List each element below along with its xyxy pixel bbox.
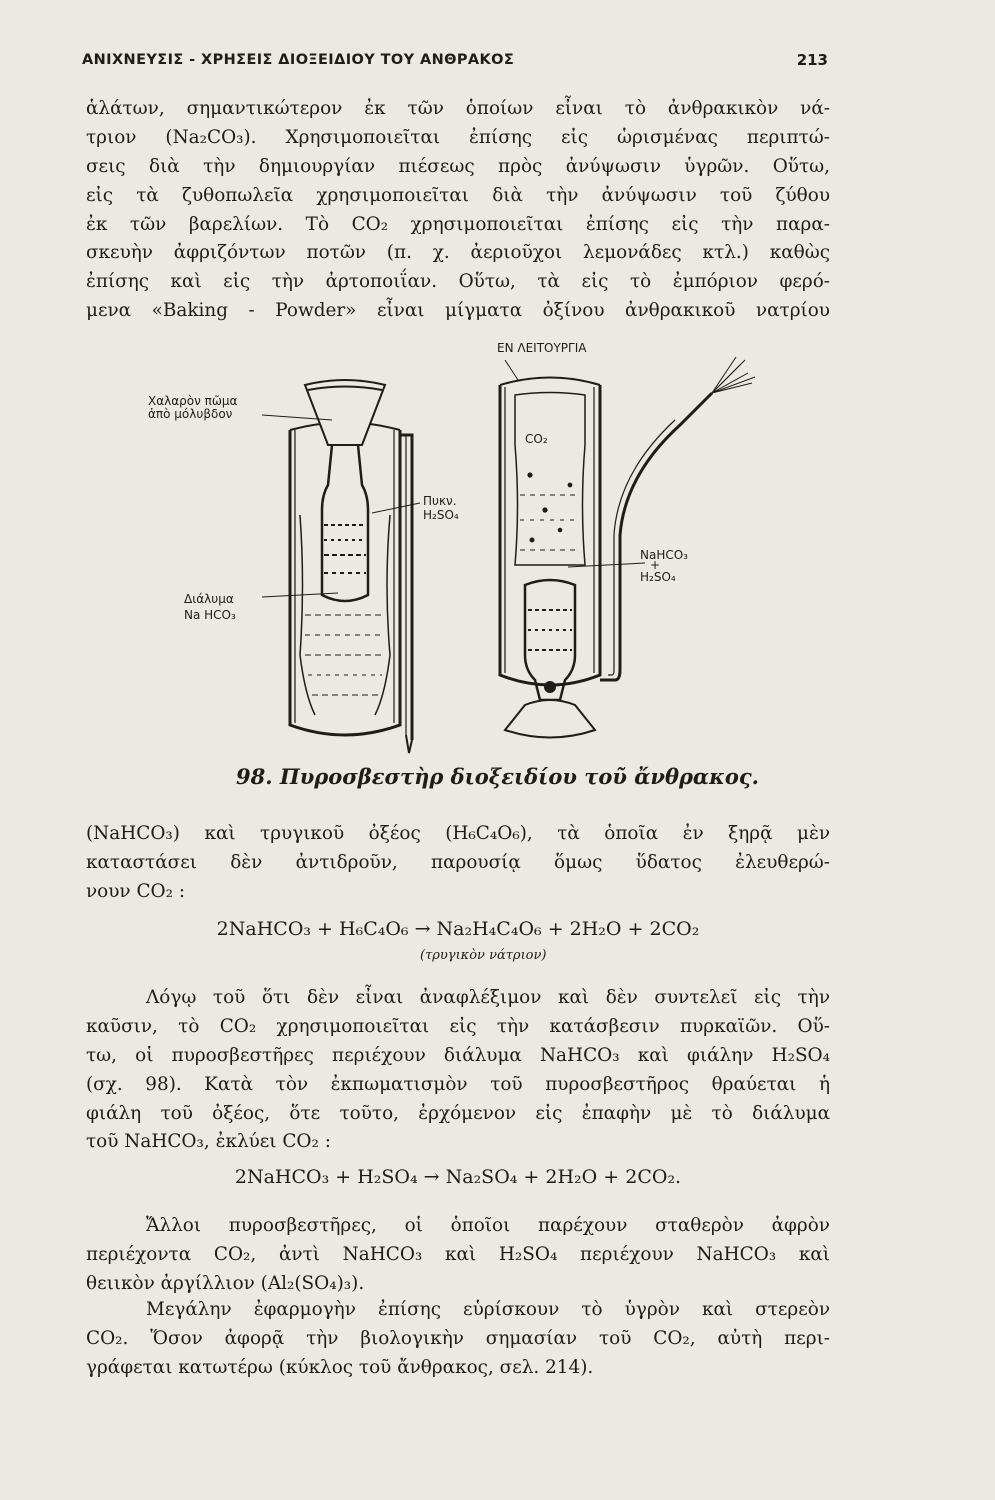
- text-line: θειικὸν ἀργίλλιον (Al₂(SO₄)₃).: [86, 1272, 365, 1294]
- text-line: Ἄλλοι πυροσβεστῆρες, οἱ ὁποῖοι παρέχουν σταθερὸν ἀφρὸν: [146, 1215, 830, 1236]
- text-line: (σχ. 98). Κατὰ τὸν ἐκπωματισμὸν τοῦ πυροσβεστῆρος θραύεται ἡ: [86, 1073, 830, 1095]
- text-line: εἰς τὰ ζυθοπωλεῖα χρησιμοποιεῖται διὰ τὴν ἀνύψωσιν τοῦ ζύθου: [86, 184, 830, 206]
- text-line: ἐπίσης καὶ εἰς τὴν ἀρτοποιΐαν. Οὕτω, τὰ εἰς τὸ ἐμπόριον φερό-: [86, 271, 830, 293]
- extinguisher-in-operation: [500, 357, 755, 738]
- label-mix-plus: +: [650, 558, 661, 572]
- chapter-title: ΑΝΙΧΝΕΥΣΙΣ - ΧΡΗΣΕΙΣ ΔΙΟΞΕΙΔΙΟΥ ΤΟΥ ΑΝΘΡΑΚΟΣ: [82, 52, 515, 68]
- text-line: σκευὴν ἀφριζόντων ποτῶν (π. χ. ἀεριοῦχοι λεμονάδες κτλ.) καθὼς: [86, 242, 830, 264]
- text-line: τω, οἱ πυροσβεστῆρες περιέχουν διάλυμα NaHCO₃ καὶ φιάλην H₂SO₄: [86, 1044, 830, 1066]
- page-number: 213: [796, 51, 828, 69]
- label-in-operation: ΕΝ ΛΕΙΤΟΥΡΓΙΑ: [497, 341, 587, 355]
- extinguisher-at-rest: [262, 380, 420, 753]
- text-line: τοῦ NaHCO₃, ἐκλύει CO₂ :: [86, 1131, 331, 1153]
- text-line: Λόγῳ τοῦ ὅτι δὲν εἶναι ἀναφλέξιμον καὶ δὲν συντελεῖ εἰς τὴν: [146, 987, 830, 1008]
- label-lead-cap: Χαλαρὸν πῶμα: [148, 394, 238, 408]
- text-line: ἁλάτων, σημαντικώτερον ἐκ τῶν ὁποίων εἶναι τὸ ἀνθρακικὸν νά-: [86, 98, 830, 119]
- label-solution-2: Na HCO₃: [184, 608, 236, 622]
- paragraph-intro: [86, 95, 830, 326]
- paragraph-foam: [86, 1212, 830, 1299]
- running-head: [82, 47, 828, 73]
- text-line: περιέχοντα CO₂, ἀντὶ NaHCO₃ καὶ H₂SO₄ περιέχουν NaHCO₃ καὶ: [86, 1243, 830, 1265]
- text-line: καταστάσει δὲν ἀντιδροῦν, παρουσίᾳ ὅμως ὕδατος ἐλευθερώ-: [86, 851, 830, 873]
- paragraph-extinguisher: [86, 984, 830, 1157]
- extinguisher-illustration: [100, 335, 800, 760]
- text-line: καῦσιν, τὸ CO₂ χρησιμοποιεῖται εἰς τὴν κατάσβεσιν πυρκαϊῶν. Οὕ-: [86, 1015, 830, 1037]
- text-line: τριον (Na₂CO₃). Χρησιμοποιεῖται ἐπίσης εἰς ὡρισμένας περιπτώ-: [86, 126, 830, 148]
- equation-sulfuric: 2NaHCO₃ + H₂SO₄ → Na₂SO₄ + 2H₂O + 2CO₂.: [234, 1166, 682, 1188]
- text-line: μενα «Baking - Powder» εἶναι μίγματα ὀξίνου ἀνθρακικοῦ νατρίου: [86, 300, 830, 322]
- label-co2: CO₂: [525, 432, 548, 446]
- text-line: φιάλη τοῦ ὀξέος, ὅτε τοῦτο, ἐρχόμενον εἰς ἐπαφὴν μὲ τὸ διάλυμα: [86, 1102, 830, 1124]
- label-solution: Διάλυμα: [184, 592, 234, 606]
- text-line: σεις διὰ τὴν δημιουργίαν πιέσεως πρὸς ἀνύψωσιν ὑγρῶν. Οὕτω,: [86, 155, 830, 177]
- equation-note: (τρυγικὸν νάτριον): [420, 948, 547, 963]
- label-mix-2: H₂SO₄: [640, 570, 676, 584]
- figure-fire-extinguisher: [100, 335, 800, 760]
- label-acid: Πυκν.: [423, 494, 457, 508]
- text-line: (NaHCO₃) καὶ τρυγικοῦ ὀξέος (H₆C₄O₆), τὰ ὁποῖα ἐν ξηρᾷ μὲν: [86, 823, 830, 844]
- paragraph-baking-powder: [86, 820, 830, 907]
- text-line: ἐκ τῶν βαρελίων. Τὸ CO₂ χρησιμοποιεῖται ἐπίσης εἰς τὴν παρα-: [86, 213, 830, 235]
- label-lead-cap-2: ἀπὸ μόλυβδον: [148, 407, 233, 421]
- label-mix: NaHCO₃: [640, 548, 688, 562]
- text-line: Μεγάλην ἐφαρμογὴν ἐπίσης εὑρίσκουν τὸ ὑγρὸν καὶ στερεὸν: [146, 1299, 830, 1320]
- text-line: νουν CO₂ :: [86, 880, 186, 902]
- equation-tartaric: 2NaHCO₃ + H₆C₄O₆ → Na₂H₄C₄O₆ + 2H₂O + 2CO₂: [216, 918, 700, 940]
- paragraph-liquid-co2: [86, 1296, 830, 1383]
- label-acid-2: H₂SO₄: [423, 508, 459, 522]
- text-line: γράφεται κατωτέρω (κύκλος τοῦ ἄνθρακος, σελ. 214).: [86, 1356, 594, 1378]
- text-line: CO₂. Ὅσον ἀφορᾷ τὴν βιολογικὴν σημασίαν τοῦ CO₂, αὐτὴ περι-: [86, 1327, 830, 1349]
- figure-caption: 98. Πυροσβεστὴρ διοξειδίου τοῦ ἄνθρακος.: [236, 764, 759, 789]
